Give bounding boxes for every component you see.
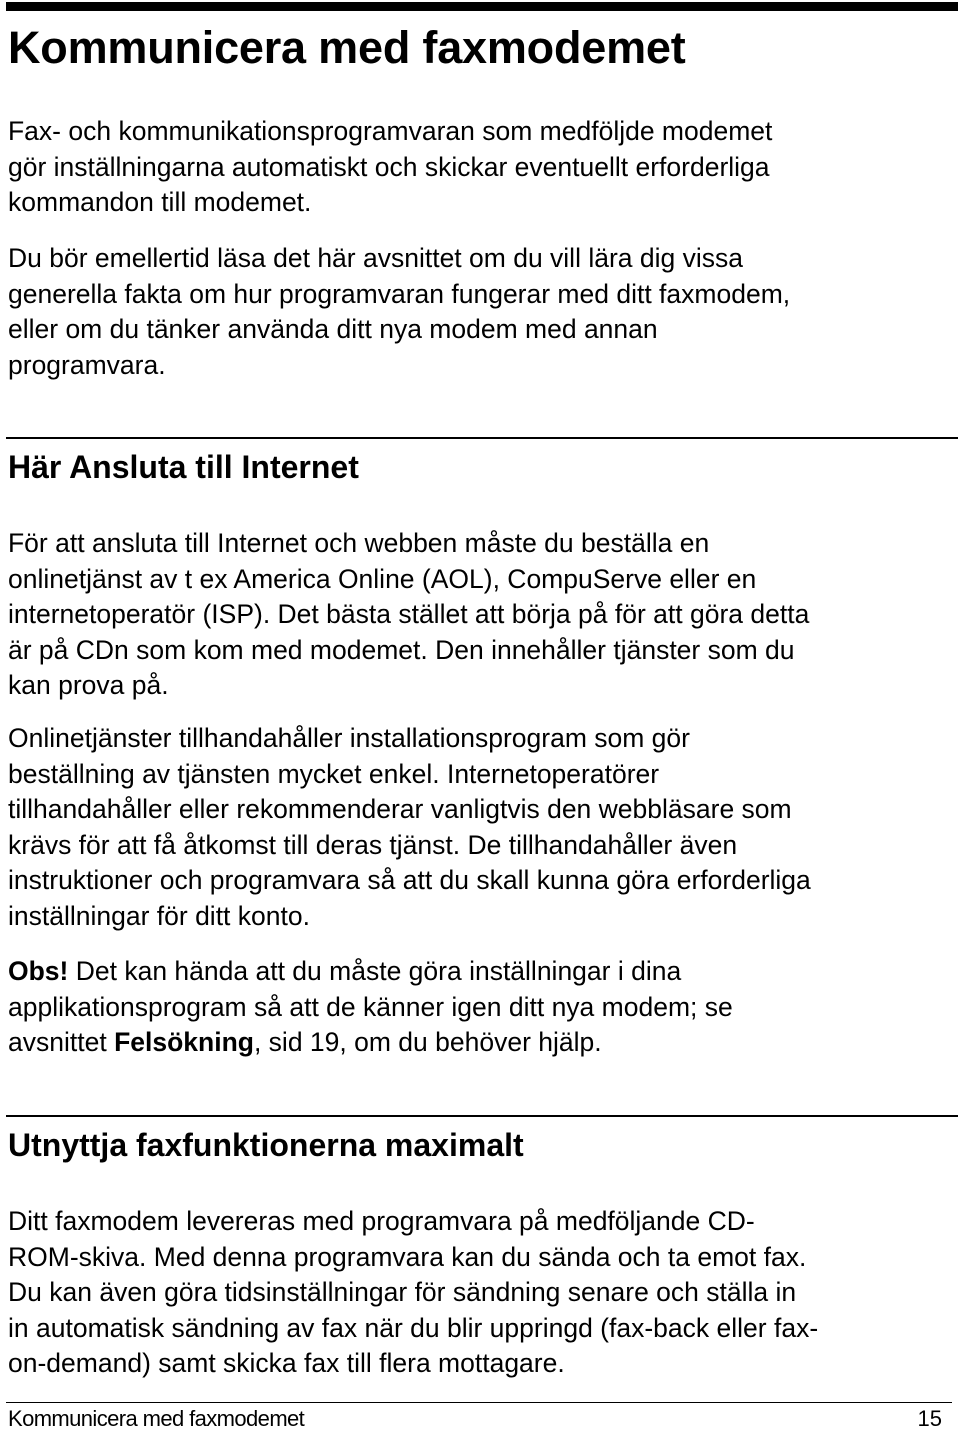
text-line xyxy=(8,954,733,990)
text-line: generella fakta om hur programvaran fungerar med ditt faxmodem, xyxy=(8,278,791,309)
text-line: internetoperatör (ISP). Det bästa stället att börja på för att göra detta xyxy=(8,599,810,629)
text-line: instruktioner och programvara så att du skall kunna göra erforderliga xyxy=(8,865,811,895)
text-line: Fax- och kommunikationsprogramvaran som medföljde modemet xyxy=(8,116,773,146)
text-line: programvara. xyxy=(8,349,166,380)
section-divider xyxy=(6,437,958,439)
text-line: är på CDn som kom med modemet. Den innehåller tjänster som du xyxy=(8,634,795,665)
text-line: gör inställningarna automatiskt och skickar eventuellt erforderliga xyxy=(8,151,770,182)
text-line: Du kan även göra tidsinställningar för sändning senare och ställa in xyxy=(8,1277,797,1307)
text-line: in automatisk sändning av fax när du blir uppringd (fax-back eller fax- xyxy=(8,1312,819,1343)
intro-paragraph-2 xyxy=(8,241,790,383)
internet-paragraph-2 xyxy=(8,721,811,934)
text-line: ROM-skiva. Med denna programvara kan du sända och ta emot fax. xyxy=(8,1241,807,1272)
page-title: Kommunicera med faxmodemet xyxy=(8,22,686,73)
text-line: on-demand) samt skicka fax till flera mottagare. xyxy=(8,1348,565,1378)
footer-chapter-title: Kommunicera med faxmodemet xyxy=(8,1406,305,1431)
section-divider xyxy=(6,1115,958,1117)
text-line: applikationsprogram så att de känner igen ditt nya modem; se xyxy=(8,991,733,1022)
text-line: För att ansluta till Internet och webben måste du beställa en xyxy=(8,528,710,558)
cross-reference: Felsökning xyxy=(114,1027,254,1057)
note-label: Obs! xyxy=(8,956,69,986)
internet-paragraph-1 xyxy=(8,526,809,704)
note-text: avsnittet xyxy=(8,1027,115,1057)
note-text: , sid 19, om du behöver hjälp. xyxy=(253,1027,602,1057)
text-line: beställning av tjänsten mycket enkel. Internetoperatörer xyxy=(8,758,660,789)
text-line: eller om du tänker använda ditt nya modem med annan xyxy=(8,314,658,344)
text-line: tillhandahåller eller rekommenderar vanligtvis den webbläsare som xyxy=(8,794,792,824)
note-paragraph xyxy=(8,954,733,1061)
fax-paragraph-1 xyxy=(8,1204,818,1382)
intro-paragraph-1 xyxy=(8,114,772,221)
text-line xyxy=(8,1025,733,1061)
text-line: inställningar för ditt konto. xyxy=(8,900,310,931)
top-rule xyxy=(6,2,958,11)
footer-rule xyxy=(6,1402,952,1403)
section-heading-internet: Här Ansluta till Internet xyxy=(8,449,359,485)
page-number: 15 xyxy=(917,1406,942,1431)
note-text: Det kan hända att du måste göra inställningar i dina xyxy=(68,956,682,986)
section-heading-fax: Utnyttja faxfunktionerna maximalt xyxy=(8,1127,524,1163)
text-line: Ditt faxmodem levereras med programvara på medföljande CD- xyxy=(8,1206,755,1236)
text-line: kan prova på. xyxy=(8,670,169,700)
text-line: Du bör emellertid läsa det här avsnittet om du vill lära dig vissa xyxy=(8,243,743,273)
text-line: kommandon till modemet. xyxy=(8,187,312,217)
text-line: Onlinetjänster tillhandahåller installationsprogram som gör xyxy=(8,723,690,753)
text-line: onlinetjänst av t ex America Online (AOL), CompuServe eller en xyxy=(8,563,757,594)
text-line: krävs för att få åtkomst till deras tjänst. De tillhandahåller även xyxy=(8,829,738,860)
